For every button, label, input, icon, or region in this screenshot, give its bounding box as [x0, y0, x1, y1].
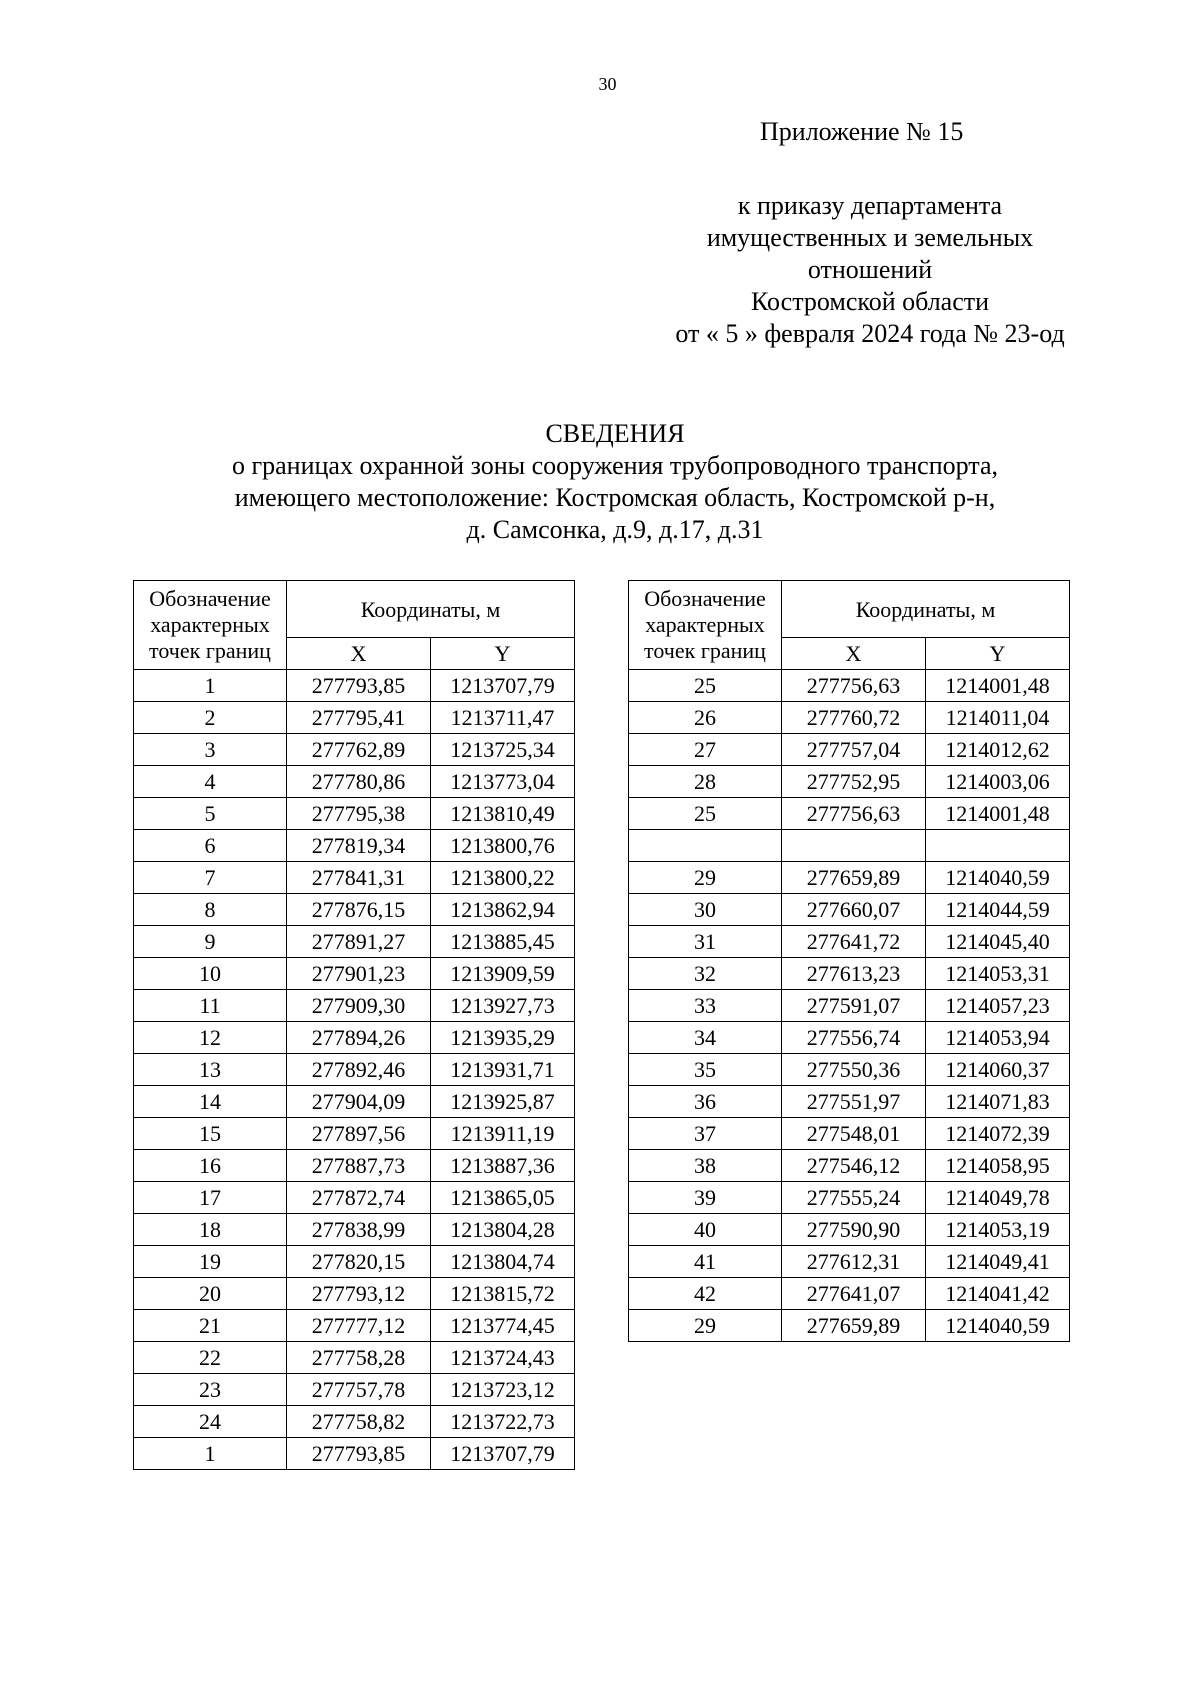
x-coordinate-cell: 277641,72 [782, 926, 926, 958]
table-row [134, 798, 575, 830]
header-coordinates: Координаты, м [287, 581, 575, 638]
x-coordinate-cell: 277795,41 [287, 702, 431, 734]
y-coordinate-cell: 1214049,78 [926, 1182, 1070, 1214]
x-coordinate-cell: 277546,12 [782, 1150, 926, 1182]
x-coordinate-cell: 277777,12 [287, 1310, 431, 1342]
table-row [134, 862, 575, 894]
y-coordinate-cell: 1214060,37 [926, 1054, 1070, 1086]
y-coordinate-cell [926, 830, 1070, 862]
table-row [134, 1310, 575, 1342]
point-number-cell: 32 [629, 958, 782, 990]
table-row [134, 1182, 575, 1214]
point-number-cell: 33 [629, 990, 782, 1022]
point-number-cell: 31 [629, 926, 782, 958]
point-number-cell: 38 [629, 1150, 782, 1182]
table-row [134, 766, 575, 798]
order-reference [640, 190, 1100, 350]
y-coordinate-cell: 1213800,76 [431, 830, 575, 862]
point-number-cell: 39 [629, 1182, 782, 1214]
x-coordinate-cell: 277548,01 [782, 1118, 926, 1150]
y-coordinate-cell: 1214044,59 [926, 894, 1070, 926]
table-row [629, 702, 1070, 734]
x-coordinate-cell: 277758,82 [287, 1406, 431, 1438]
order-ref-line: Костромской области [750, 287, 990, 316]
point-number-cell: 1 [134, 670, 287, 702]
y-coordinate-cell: 1213911,19 [431, 1118, 575, 1150]
x-coordinate-cell: 277901,23 [287, 958, 431, 990]
y-coordinate-cell: 1214057,23 [926, 990, 1070, 1022]
y-coordinate-cell: 1213711,47 [431, 702, 575, 734]
table-row [629, 798, 1070, 830]
point-number-cell [629, 830, 782, 862]
y-coordinate-cell: 1213862,94 [431, 894, 575, 926]
point-number-cell: 27 [629, 734, 782, 766]
y-coordinate-cell: 1213887,36 [431, 1150, 575, 1182]
y-coordinate-cell: 1213773,04 [431, 766, 575, 798]
point-number-cell: 1 [134, 1438, 287, 1470]
x-coordinate-cell: 277612,31 [782, 1246, 926, 1278]
point-number-cell: 26 [629, 702, 782, 734]
table-body-left [134, 670, 575, 1470]
point-number-cell: 30 [629, 894, 782, 926]
y-coordinate-cell: 1214053,31 [926, 958, 1070, 990]
y-coordinate-cell: 1213804,28 [431, 1214, 575, 1246]
y-coordinate-cell: 1213723,12 [431, 1374, 575, 1406]
table-row [134, 1406, 575, 1438]
header-y: Y [926, 638, 1070, 670]
point-number-cell: 4 [134, 766, 287, 798]
x-coordinate-cell: 277909,30 [287, 990, 431, 1022]
table-row [629, 862, 1070, 894]
x-coordinate-cell: 277820,15 [287, 1246, 431, 1278]
y-coordinate-cell: 1214040,59 [926, 1310, 1070, 1342]
y-coordinate-cell: 1214049,41 [926, 1246, 1070, 1278]
table-row [629, 926, 1070, 958]
y-coordinate-cell: 1213927,73 [431, 990, 575, 1022]
x-coordinate-cell: 277752,95 [782, 766, 926, 798]
x-coordinate-cell: 277757,78 [287, 1374, 431, 1406]
point-number-cell: 34 [629, 1022, 782, 1054]
table-row [629, 1246, 1070, 1278]
point-number-cell: 11 [134, 990, 287, 1022]
point-number-cell: 36 [629, 1086, 782, 1118]
y-coordinate-cell: 1214001,48 [926, 670, 1070, 702]
x-coordinate-cell: 277872,74 [287, 1182, 431, 1214]
y-coordinate-cell: 1213774,45 [431, 1310, 575, 1342]
table-row [629, 1182, 1070, 1214]
y-coordinate-cell: 1214053,19 [926, 1214, 1070, 1246]
point-number-cell: 35 [629, 1054, 782, 1086]
table-row [134, 1278, 575, 1310]
point-number-cell: 15 [134, 1118, 287, 1150]
x-coordinate-cell: 277892,46 [287, 1054, 431, 1086]
table-row [629, 958, 1070, 990]
x-coordinate-cell: 277760,72 [782, 702, 926, 734]
table-row [134, 1150, 575, 1182]
x-coordinate-cell: 277659,89 [782, 1310, 926, 1342]
header-y: Y [431, 638, 575, 670]
y-coordinate-cell: 1213724,43 [431, 1342, 575, 1374]
page-number: 30 [598, 74, 617, 94]
x-coordinate-cell: 277756,63 [782, 670, 926, 702]
x-coordinate-cell: 277793,85 [287, 670, 431, 702]
order-ref-line: к приказу департамента [737, 191, 1003, 220]
table-row [134, 734, 575, 766]
point-number-cell: 20 [134, 1278, 287, 1310]
order-ref-date-line: от « 5 » февраля 2024 года № 23-од [675, 319, 1065, 348]
y-coordinate-cell: 1214040,59 [926, 862, 1070, 894]
header-designation: Обозначение характерных точек границ [134, 581, 287, 670]
header-designation: Обозначение характерных точек границ [629, 581, 782, 670]
table-row [629, 1022, 1070, 1054]
table-row [629, 894, 1070, 926]
point-number-cell: 10 [134, 958, 287, 990]
y-coordinate-cell: 1214045,40 [926, 926, 1070, 958]
table-row [134, 1246, 575, 1278]
x-coordinate-cell: 277590,90 [782, 1214, 926, 1246]
table-row [134, 1086, 575, 1118]
table-row [629, 670, 1070, 702]
table-row [134, 670, 575, 702]
table-row [629, 830, 1070, 862]
point-number-cell: 3 [134, 734, 287, 766]
point-number-cell: 18 [134, 1214, 287, 1246]
y-coordinate-cell: 1213722,73 [431, 1406, 575, 1438]
table-row [134, 990, 575, 1022]
table-row [629, 1054, 1070, 1086]
point-number-cell: 6 [134, 830, 287, 862]
x-coordinate-cell: 277555,24 [782, 1182, 926, 1214]
table-row [134, 958, 575, 990]
x-coordinate-cell: 277841,31 [287, 862, 431, 894]
table-row [134, 1342, 575, 1374]
point-number-cell: 24 [134, 1406, 287, 1438]
x-coordinate-cell: 277793,12 [287, 1278, 431, 1310]
y-coordinate-cell: 1214053,94 [926, 1022, 1070, 1054]
point-number-cell: 28 [629, 766, 782, 798]
table-row [134, 1374, 575, 1406]
table-row [629, 766, 1070, 798]
y-coordinate-cell: 1213815,72 [431, 1278, 575, 1310]
table-row [629, 1214, 1070, 1246]
x-coordinate-cell: 277660,07 [782, 894, 926, 926]
point-number-cell: 7 [134, 862, 287, 894]
x-coordinate-cell: 277819,34 [287, 830, 431, 862]
x-coordinate-cell: 277876,15 [287, 894, 431, 926]
y-coordinate-cell: 1213725,34 [431, 734, 575, 766]
x-coordinate-cell [782, 830, 926, 862]
x-coordinate-cell: 277762,89 [287, 734, 431, 766]
header-coordinates: Координаты, м [782, 581, 1070, 638]
x-coordinate-cell: 277556,74 [782, 1022, 926, 1054]
x-coordinate-cell: 277795,38 [287, 798, 431, 830]
heading-line: о границах охранной зоны сооружения трубопроводного транспорта, [231, 451, 999, 480]
table-row [134, 894, 575, 926]
point-number-cell: 16 [134, 1150, 287, 1182]
table-row [629, 1086, 1070, 1118]
x-coordinate-cell: 277904,09 [287, 1086, 431, 1118]
table-row [134, 1118, 575, 1150]
y-coordinate-cell: 1213931,71 [431, 1054, 575, 1086]
point-number-cell: 2 [134, 702, 287, 734]
y-coordinate-cell: 1214071,83 [926, 1086, 1070, 1118]
y-coordinate-cell: 1214001,48 [926, 798, 1070, 830]
table-row [134, 1022, 575, 1054]
point-number-cell: 13 [134, 1054, 287, 1086]
table-row [134, 1054, 575, 1086]
point-number-cell: 29 [629, 1310, 782, 1342]
x-coordinate-cell: 277887,73 [287, 1150, 431, 1182]
y-coordinate-cell: 1214058,95 [926, 1150, 1070, 1182]
y-coordinate-cell: 1213810,49 [431, 798, 575, 830]
x-coordinate-cell: 277894,26 [287, 1022, 431, 1054]
point-number-cell: 5 [134, 798, 287, 830]
table-row [134, 1214, 575, 1246]
table-row [629, 734, 1070, 766]
y-coordinate-cell: 1213707,79 [431, 1438, 575, 1470]
order-ref-line: отношений [807, 255, 933, 284]
table-row [629, 1118, 1070, 1150]
point-number-cell: 42 [629, 1278, 782, 1310]
x-coordinate-cell: 277613,23 [782, 958, 926, 990]
point-number-cell: 29 [629, 862, 782, 894]
point-number-cell: 9 [134, 926, 287, 958]
y-coordinate-cell: 1214003,06 [926, 766, 1070, 798]
table-row [629, 1278, 1070, 1310]
y-coordinate-cell: 1213909,59 [431, 958, 575, 990]
point-number-cell: 8 [134, 894, 287, 926]
table-row [134, 1438, 575, 1470]
point-number-cell: 21 [134, 1310, 287, 1342]
x-coordinate-cell: 277793,85 [287, 1438, 431, 1470]
x-coordinate-cell: 277758,28 [287, 1342, 431, 1374]
x-coordinate-cell: 277780,86 [287, 766, 431, 798]
table-row [134, 702, 575, 734]
x-coordinate-cell: 277550,36 [782, 1054, 926, 1086]
point-number-cell: 40 [629, 1214, 782, 1246]
heading-line: д. Самсонка, д.9, д.17, д.31 [466, 515, 764, 544]
document-heading [0, 418, 1200, 546]
table-row [134, 926, 575, 958]
y-coordinate-cell: 1214041,42 [926, 1278, 1070, 1310]
table-body-right [629, 670, 1070, 1342]
y-coordinate-cell: 1214072,39 [926, 1118, 1070, 1150]
table-row [134, 830, 575, 862]
y-coordinate-cell: 1213707,79 [431, 670, 575, 702]
point-number-cell: 41 [629, 1246, 782, 1278]
table-row [629, 1310, 1070, 1342]
order-ref-line: имущественных и земельных [706, 223, 1034, 252]
y-coordinate-cell: 1213885,45 [431, 926, 575, 958]
table-row [629, 990, 1070, 1022]
coordinates-table-right [628, 580, 1070, 1342]
x-coordinate-cell: 277641,07 [782, 1278, 926, 1310]
y-coordinate-cell: 1213935,29 [431, 1022, 575, 1054]
point-number-cell: 25 [629, 670, 782, 702]
y-coordinate-cell: 1213800,22 [431, 862, 575, 894]
appendix-title: Приложение № 15 [760, 117, 964, 146]
y-coordinate-cell: 1214011,04 [926, 702, 1070, 734]
x-coordinate-cell: 277891,27 [287, 926, 431, 958]
heading-line: имеющего местоположение: Костромская область, Костромской р-н, [234, 483, 996, 512]
point-number-cell: 22 [134, 1342, 287, 1374]
header-x: X [782, 638, 926, 670]
y-coordinate-cell: 1213804,74 [431, 1246, 575, 1278]
x-coordinate-cell: 277551,97 [782, 1086, 926, 1118]
point-number-cell: 17 [134, 1182, 287, 1214]
point-number-cell: 14 [134, 1086, 287, 1118]
point-number-cell: 19 [134, 1246, 287, 1278]
table-row [629, 1150, 1070, 1182]
x-coordinate-cell: 277659,89 [782, 862, 926, 894]
y-coordinate-cell: 1214012,62 [926, 734, 1070, 766]
x-coordinate-cell: 277838,99 [287, 1214, 431, 1246]
heading-title: СВЕДЕНИЯ [545, 419, 685, 448]
point-number-cell: 23 [134, 1374, 287, 1406]
x-coordinate-cell: 277897,56 [287, 1118, 431, 1150]
x-coordinate-cell: 277756,63 [782, 798, 926, 830]
point-number-cell: 25 [629, 798, 782, 830]
y-coordinate-cell: 1213865,05 [431, 1182, 575, 1214]
x-coordinate-cell: 277757,04 [782, 734, 926, 766]
point-number-cell: 12 [134, 1022, 287, 1054]
point-number-cell: 37 [629, 1118, 782, 1150]
coordinates-table-left [133, 580, 575, 1470]
header-x: X [287, 638, 431, 670]
y-coordinate-cell: 1213925,87 [431, 1086, 575, 1118]
x-coordinate-cell: 277591,07 [782, 990, 926, 1022]
